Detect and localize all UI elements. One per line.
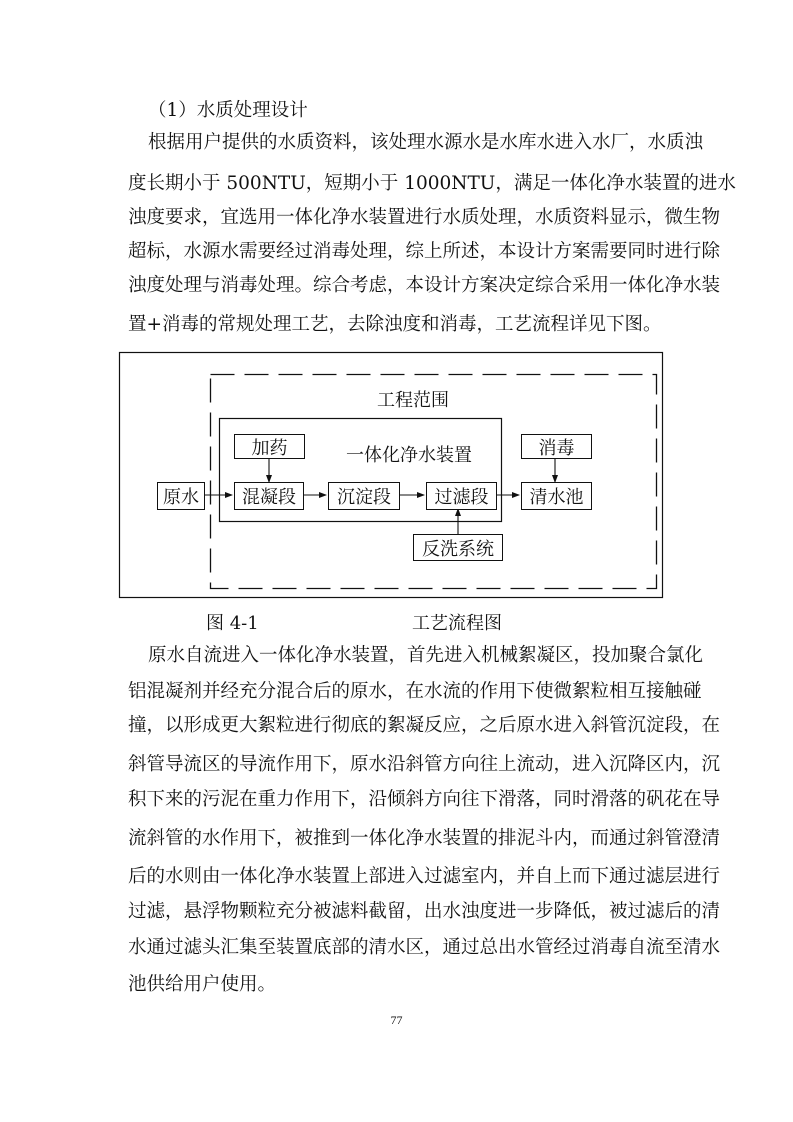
box-sedimentation: 沉淀段 [328,482,400,510]
paragraph-line: 度长期小于 500NTU，短期小于 1000NTU，满足一体化净水装置的进水 [128,173,736,194]
figure-title: 工艺流程图 [412,613,502,634]
paragraph-line: 浊度处理与消毒处理。综合考虑，本设计方案决定综合采用一体化净水装 [128,275,721,296]
section-heading: （1）水质处理设计 [148,100,308,121]
box-disinfection: 消毒 [521,434,592,459]
figure-number: 图 4-1 [206,613,259,634]
outer-frame [120,353,663,598]
page-number: 77 [390,1013,403,1027]
box-backwash-system: 反洗系统 [413,534,503,561]
paragraph-line: 根据用户提供的水质资料，该处理水源水是水库水进入水厂，水质浊 [148,132,704,153]
scope-label: 工程范围 [377,390,449,411]
paragraph-line: 浊度要求，宜选用一体化净水装置进行水质处理，水质资料显示，微生物 [128,207,721,228]
paragraph-line: 斜管导流区的导流作用下，原水沿斜管方向往上流动，进入沉降区内，沉 [128,754,721,775]
device-boundary [220,419,502,522]
scope-boundary [211,375,657,589]
paragraph-line: 超标，水源水需要经过消毒处理，综上所述，本设计方案需要同时进行除 [128,241,721,262]
paragraph-line: 铝混凝剂并经充分混合后的原水，在水流的作用下使微絮粒相互接触碰 [128,681,702,702]
box-clear-water-tank: 清水池 [521,482,592,510]
paragraph-line: 水通过滤头汇集至装置底部的清水区，通过总出水管经过消毒自流至清水 [128,937,721,958]
box-dosing: 加药 [234,434,305,459]
box-filtration: 过滤段 [426,482,497,510]
device-label: 一体化净水装置 [346,445,472,466]
box-raw-water: 原水 [157,482,205,510]
box-coagulation: 混凝段 [234,482,304,510]
paragraph-line: 原水自流进入一体化净水装置，首先进入机械絮凝区，投加聚合氯化 [148,645,704,666]
paragraph-line: 流斜管的水作用下，被推到一体化净水装置的排泥斗内，而通过斜管澄清 [128,828,721,849]
paragraph-line: 撞，以形成更大絮粒进行彻底的絮凝反应，之后原水进入斜管沉淀段，在 [128,715,721,736]
paragraph-line: 积下来的污泥在重力作用下，沿倾斜方向往下滑落，同时滑落的矾花在导 [128,789,721,810]
paragraph-line: 池供给用户使用。 [128,974,277,995]
paragraph-line: 后的水则由一体化净水装置上部进入过滤室内，并自上而下通过滤层进行 [128,866,721,887]
paragraph-line: 置+消毒的常规处理工艺，去除浊度和消毒，工艺流程详见下图。 [128,314,662,335]
paragraph-line: 过滤，悬浮物颗粒充分被滤料截留，出水浊度进一步降低，被过滤后的清 [128,901,721,922]
